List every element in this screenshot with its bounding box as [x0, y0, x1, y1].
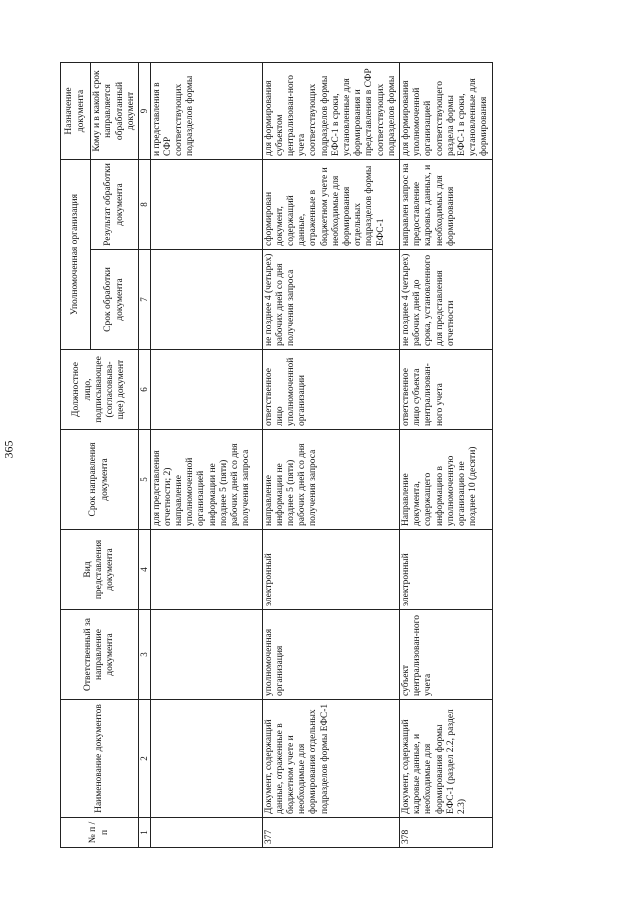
cell-result: сформирован документ, содержащий данные, отраженные в бюджетном учете и необходимые для формирования отдельных подразделов формы ЕФС-1 [262, 159, 399, 249]
col-number: 1 [139, 818, 151, 848]
document-table [60, 62, 493, 848]
cell-deadline: направление информации не позднее 5 (пяти) рабочих дней со дня получения запроса [262, 430, 399, 530]
col-number: 4 [139, 530, 151, 610]
cell-number: 377 [262, 818, 399, 848]
cell-responsible [150, 610, 262, 700]
cell-deadline: Направление документа, содержащего информацию в уполномоченную организацию не позднее 10 (десяти) [400, 430, 493, 530]
table-row [262, 62, 399, 847]
cell-purpose: для формирования уполномоченной организацией соответствующего раздела формы ЕФС-1 в сроки, установленные для формирования [400, 62, 493, 159]
cell-signer: ответственное лицо уполномоченной организации [262, 350, 399, 430]
cell-format: электронный [262, 530, 399, 610]
header-col9-sub: Кому и в какой срок направляется обработанный документ [91, 62, 139, 159]
header-col9: Назначение документа [61, 62, 91, 159]
cell-number [150, 818, 262, 848]
table-header [61, 62, 151, 847]
header-col4: Вид представления документа [61, 530, 139, 610]
cell-document-name [150, 700, 262, 818]
cell-processing-time [150, 250, 262, 350]
cell-responsible: уполномоченная организация [262, 610, 399, 700]
header-col8: Результат обработки документа [91, 159, 139, 249]
header-col5: Срок направления документа [61, 430, 139, 530]
cell-processing-time: не позднее 4 (четырех) рабочих дней со дня получения запроса [262, 250, 399, 350]
cell-responsible: субъект централизован-ного учета [400, 610, 493, 700]
cell-format: электронный [400, 530, 493, 610]
column-number-row [139, 62, 151, 847]
cell-number: 378 [400, 818, 493, 848]
col-number: 2 [139, 700, 151, 818]
page-number-text: 365 [1, 440, 16, 459]
cell-signer [150, 350, 262, 430]
col-number: 6 [139, 350, 151, 430]
cell-document-name: Документ, содержащий данные, отраженные в бюджетном учете и необходимые для формирования отдельных подразделов формы ЕФС-1 [262, 700, 399, 818]
cell-result: направлен запрос на предоставление кадровых данных, и необходимых для формирования [400, 159, 493, 249]
cell-result [150, 159, 262, 249]
cell-purpose: для формирования субъектом централизован-ного учета соответствующих подразделов формы ЕФС-1 в сроки, установленные для формирования и представления в СФР соответствующих подразделов формы [262, 62, 399, 159]
header-col1: № п / п [61, 818, 139, 848]
col-number: 5 [139, 430, 151, 530]
header-col3: Ответственный за направление документа [61, 610, 139, 700]
cell-deadline: для представления отчетности; 2) направление уполномоченной организацией информации не позднее 5 (пяти) рабочих дней со дня получения запроса [150, 430, 262, 530]
cell-processing-time: не позднее 4 (четырех) рабочих дней до срока, установленного для представления отчетности [400, 250, 493, 350]
header-group78: Уполномоченная организация [61, 159, 91, 349]
col-number: 7 [139, 250, 151, 350]
cell-signer: ответственное лицо субъекта централизован-ного учета [400, 350, 493, 430]
table-body [150, 62, 492, 847]
rotated-table-sheet [60, 63, 490, 848]
cell-purpose: и представления в СФР соответствующих подразделов формы [150, 62, 262, 159]
cell-format [150, 530, 262, 610]
header-col2: Наименование документов [61, 700, 139, 818]
header-col7: Срок обработки документа [91, 250, 139, 350]
col-number: 8 [139, 159, 151, 249]
cell-document-name: Документ, содержащий кадровые данные, и необходимые для формирования формы ЕФС-1 (раздел 2.2, раздел 2.3) [400, 700, 493, 818]
header-col6: Должностное лицо, подписывающее (согласовыва-щее) документ [61, 350, 139, 430]
table-row [150, 62, 262, 847]
col-number: 9 [139, 62, 151, 159]
table-row [400, 62, 493, 847]
col-number: 3 [139, 610, 151, 700]
